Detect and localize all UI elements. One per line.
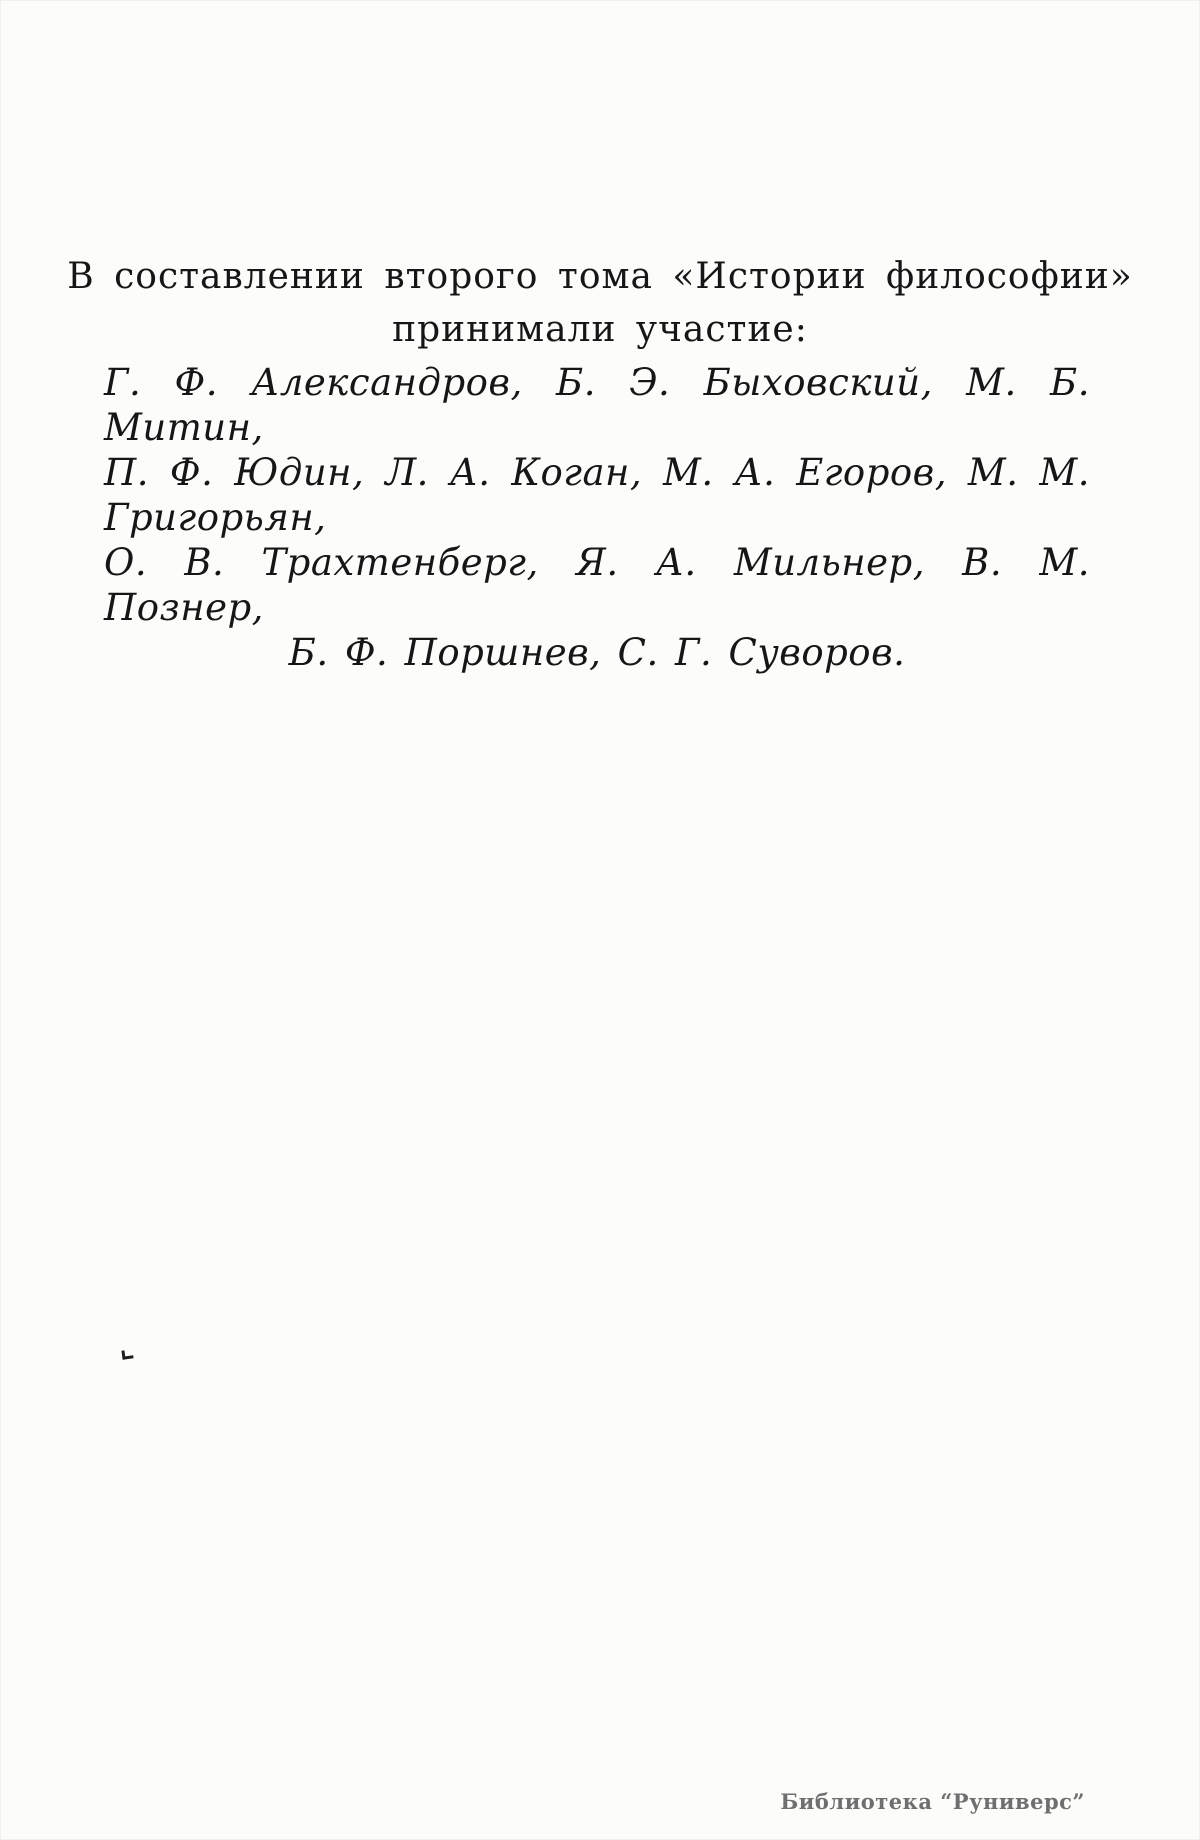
heading-line-1: В составлении второго тома «Истории философии» [67, 256, 1133, 297]
page-heading [60, 250, 1140, 356]
contributors-line-4: Б. Ф. Поршнев, С. Г. Суворов. [288, 631, 906, 674]
contributors-line-2: П. Ф. Юдин, Л. А. Коган, М. А. Егоров, М. М. Григорьян, [104, 451, 1090, 539]
contributors-line-3: О. В. Трахтенберг, Я. А. Мильнер, В. М. Познер, [104, 541, 1090, 629]
contributors-list [104, 360, 1090, 675]
ink-speck [121, 1349, 133, 1359]
contributors-line-1: Г. Ф. Александров, Б. Э. Быховский, М. Б. Митин, [104, 361, 1090, 449]
runivers-library-watermark: Библиотека “Руниверс” [780, 1789, 1085, 1814]
heading-line-2: принимали участие: [392, 309, 808, 350]
